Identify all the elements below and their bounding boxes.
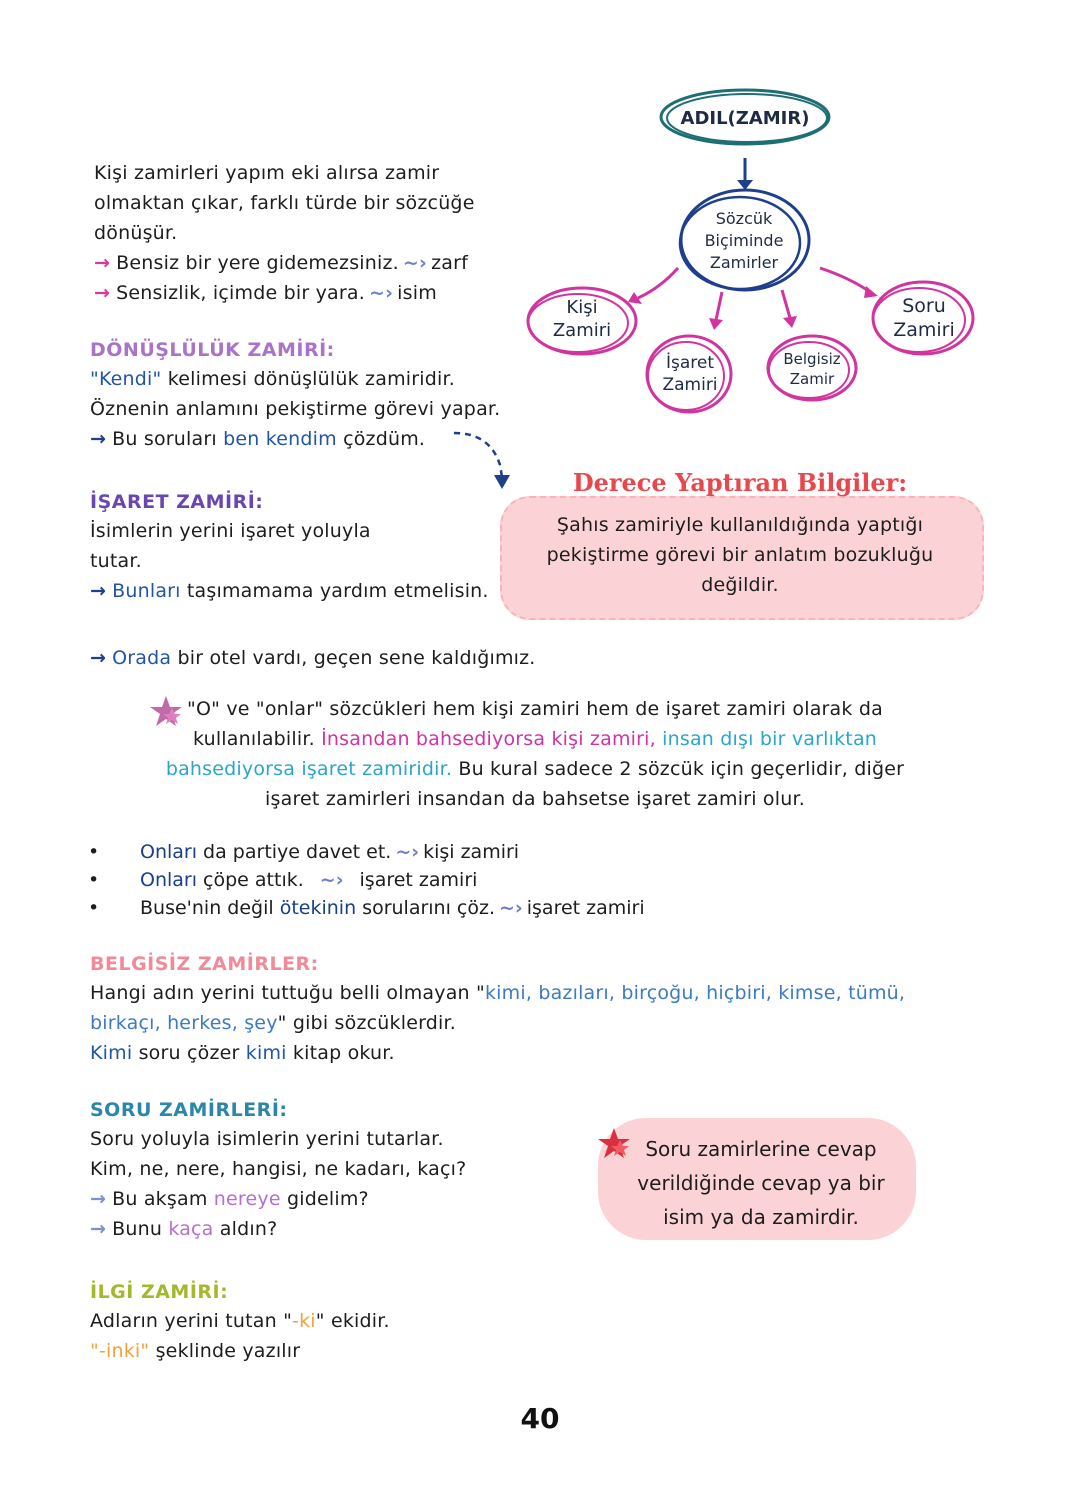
derece-line2: pekiştirme görevi bir anlatım bozukluğu bbox=[546, 544, 934, 566]
list-item: • Onları çöpe attık. ~› işaret zamiri bbox=[88, 866, 477, 894]
intro-line2: olmaktan çıkar, farklı türde bir sözcüğe bbox=[94, 192, 475, 214]
intro-example-1: → Bensiz bir yere gidemezsiniz. ~› zarf bbox=[94, 248, 534, 278]
wave-arrow-icon: ~› bbox=[395, 841, 420, 863]
isaret-section bbox=[90, 488, 490, 606]
note-line3: bahsediyorsa işaret zamiridir. Bu kural sadece 2 sözcük için geçerlidir, diğer bbox=[165, 758, 905, 780]
ilgi-title: İLGİ ZAMİRİ: bbox=[90, 1281, 229, 1303]
isaret-line2: tutar. bbox=[90, 550, 142, 572]
arrow-right-icon: → bbox=[90, 428, 107, 450]
derece-line3: değildir. bbox=[701, 574, 779, 596]
donusluluk-example: → Bu soruları ben kendim çözdüm. bbox=[90, 424, 550, 454]
donusluluk-section: DÖNÜŞLÜLÜK ZAMİRİ: "Kendi" kelimesi dönüşlülük zamiridir. Öznenin anlamını pekiştirme görevi yapar. → Bu soruları ben kendim çözdüm. bbox=[90, 336, 550, 454]
isaret-example-2: → Orada bir otel vardı, geçen sene kaldığımız. bbox=[90, 643, 690, 673]
diagram-middle-l1: Sözcük bbox=[715, 209, 773, 228]
derece-text bbox=[500, 510, 980, 600]
arrow-right-icon: → bbox=[94, 282, 111, 304]
belgisiz-line3: Kimi soru çözer kimi kitap okur. bbox=[90, 1042, 395, 1064]
wave-arrow-icon: ~› bbox=[319, 869, 344, 891]
kendi-keyword: "Kendi" bbox=[90, 368, 162, 390]
arrow-right-icon: → bbox=[90, 647, 107, 669]
diagram-isaret-l2: Zamiri bbox=[662, 375, 718, 395]
note-block bbox=[150, 694, 920, 814]
soru-title: SORU ZAMİRLERİ: bbox=[90, 1099, 288, 1121]
isaret-example-1: → Bunları taşımamama yardım etmelisin. bbox=[90, 576, 490, 606]
list-item: • Buse'nin değil ötekinin sorularını çöz. ~› işaret zamiri bbox=[88, 894, 645, 922]
soru-note-line3: isim ya da zamirdir. bbox=[663, 1205, 859, 1229]
belgisiz-section bbox=[90, 950, 990, 1068]
donusluluk-title: DÖNÜŞLÜLÜK ZAMİRİ: bbox=[90, 339, 335, 361]
diagram-isaret-l1: İşaret bbox=[665, 353, 715, 373]
note-line2: kullanılabilir. İnsandan bahsediyorsa kişi zamiri, insan dışı bir varlıktan bbox=[192, 728, 878, 750]
note-line4: işaret zamirleri insandan da bahsetse işaret zamiri olur. bbox=[265, 788, 805, 810]
isaret-title: İŞARET ZAMİRİ: bbox=[90, 491, 264, 513]
ilgi-line1: Adların yerini tutan "-ki" ekidir. bbox=[90, 1310, 390, 1332]
soru-note-line1: Soru zamirlerine cevap bbox=[645, 1137, 877, 1161]
diagram-belgisiz-l2: Zamir bbox=[789, 370, 835, 388]
donusluluk-line2: Öznenin anlamını pekiştirme görevi yapar. bbox=[90, 398, 501, 420]
arrow-right-icon: → bbox=[90, 1218, 107, 1240]
arrow-right-icon: → bbox=[90, 1188, 107, 1210]
list-item: • Onları da partiye davet et. ~› kişi zamiri bbox=[88, 838, 519, 866]
diagram-middle-l3: Zamirler bbox=[709, 253, 779, 272]
soru-note-text bbox=[616, 1132, 906, 1234]
ilgi-section bbox=[90, 1278, 570, 1366]
diagram-belgisiz-l1: Belgisiz bbox=[783, 350, 841, 368]
belgisiz-title: BELGİSİZ ZAMİRLER: bbox=[90, 953, 319, 975]
soru-example-1: → Bu akşam nereye gidelim? bbox=[90, 1184, 570, 1214]
soru-line2: Kim, ne, nere, hangisi, ne kadarı, kaçı? bbox=[90, 1158, 467, 1180]
soru-example-2: → Bunu kaça aldın? bbox=[90, 1214, 570, 1244]
intro-block bbox=[94, 158, 534, 308]
wave-arrow-icon: ~› bbox=[402, 252, 428, 274]
arrow-right-icon: → bbox=[90, 580, 107, 602]
diagram-root-label: ADIL(ZAMIR) bbox=[680, 108, 810, 129]
derece-title: Derece Yaptıran Bilgiler: bbox=[572, 468, 908, 497]
note-line1: "O" ve "onlar" sözcükleri hem kişi zamiri hem de işaret zamiri olarak da bbox=[187, 698, 883, 720]
soru-section bbox=[90, 1096, 570, 1244]
belgisiz-line1: Hangi adın yerini tuttuğu belli olmayan "kimi, bazıları, birçoğu, hiçbiri, kimse, tümü, bbox=[90, 982, 906, 1004]
intro-line3: dönüşür. bbox=[94, 222, 178, 244]
pronoun-diagram bbox=[520, 80, 990, 420]
intro-line1: Kişi zamirleri yapım eki alırsa zamir bbox=[94, 162, 440, 184]
diagram-kisi-l1: Kişi bbox=[566, 297, 598, 318]
diagram-kisi-l2: Zamiri bbox=[552, 320, 612, 341]
wave-arrow-icon: ~› bbox=[499, 897, 523, 919]
isaret-line1: İsimlerin yerini işaret yoluyla bbox=[90, 520, 371, 542]
page-number: 40 bbox=[520, 1402, 560, 1435]
diagram-middle-l2: Biçiminde bbox=[704, 231, 784, 250]
diagram-soru-l2: Zamiri bbox=[893, 319, 955, 341]
arrow-right-icon: → bbox=[94, 252, 111, 274]
intro-example-2: → Sensizlik, içimde bir yara. ~› isim bbox=[94, 278, 534, 308]
diagram-soru-l1: Soru bbox=[902, 295, 946, 317]
ilgi-line2: "-inki" şeklinde yazılır bbox=[90, 1340, 301, 1362]
soru-line1: Soru yoluyla isimlerin yerini tutarlar. bbox=[90, 1128, 444, 1150]
soru-note-line2: verildiğinde cevap ya bir bbox=[637, 1171, 885, 1195]
wave-arrow-icon: ~› bbox=[368, 282, 394, 304]
belgisiz-line2: birkaçı, herkes, şey" gibi sözcüklerdir. bbox=[90, 1012, 457, 1034]
derece-line1: Şahıs zamiriyle kullanıldığında yaptığı bbox=[556, 514, 924, 536]
